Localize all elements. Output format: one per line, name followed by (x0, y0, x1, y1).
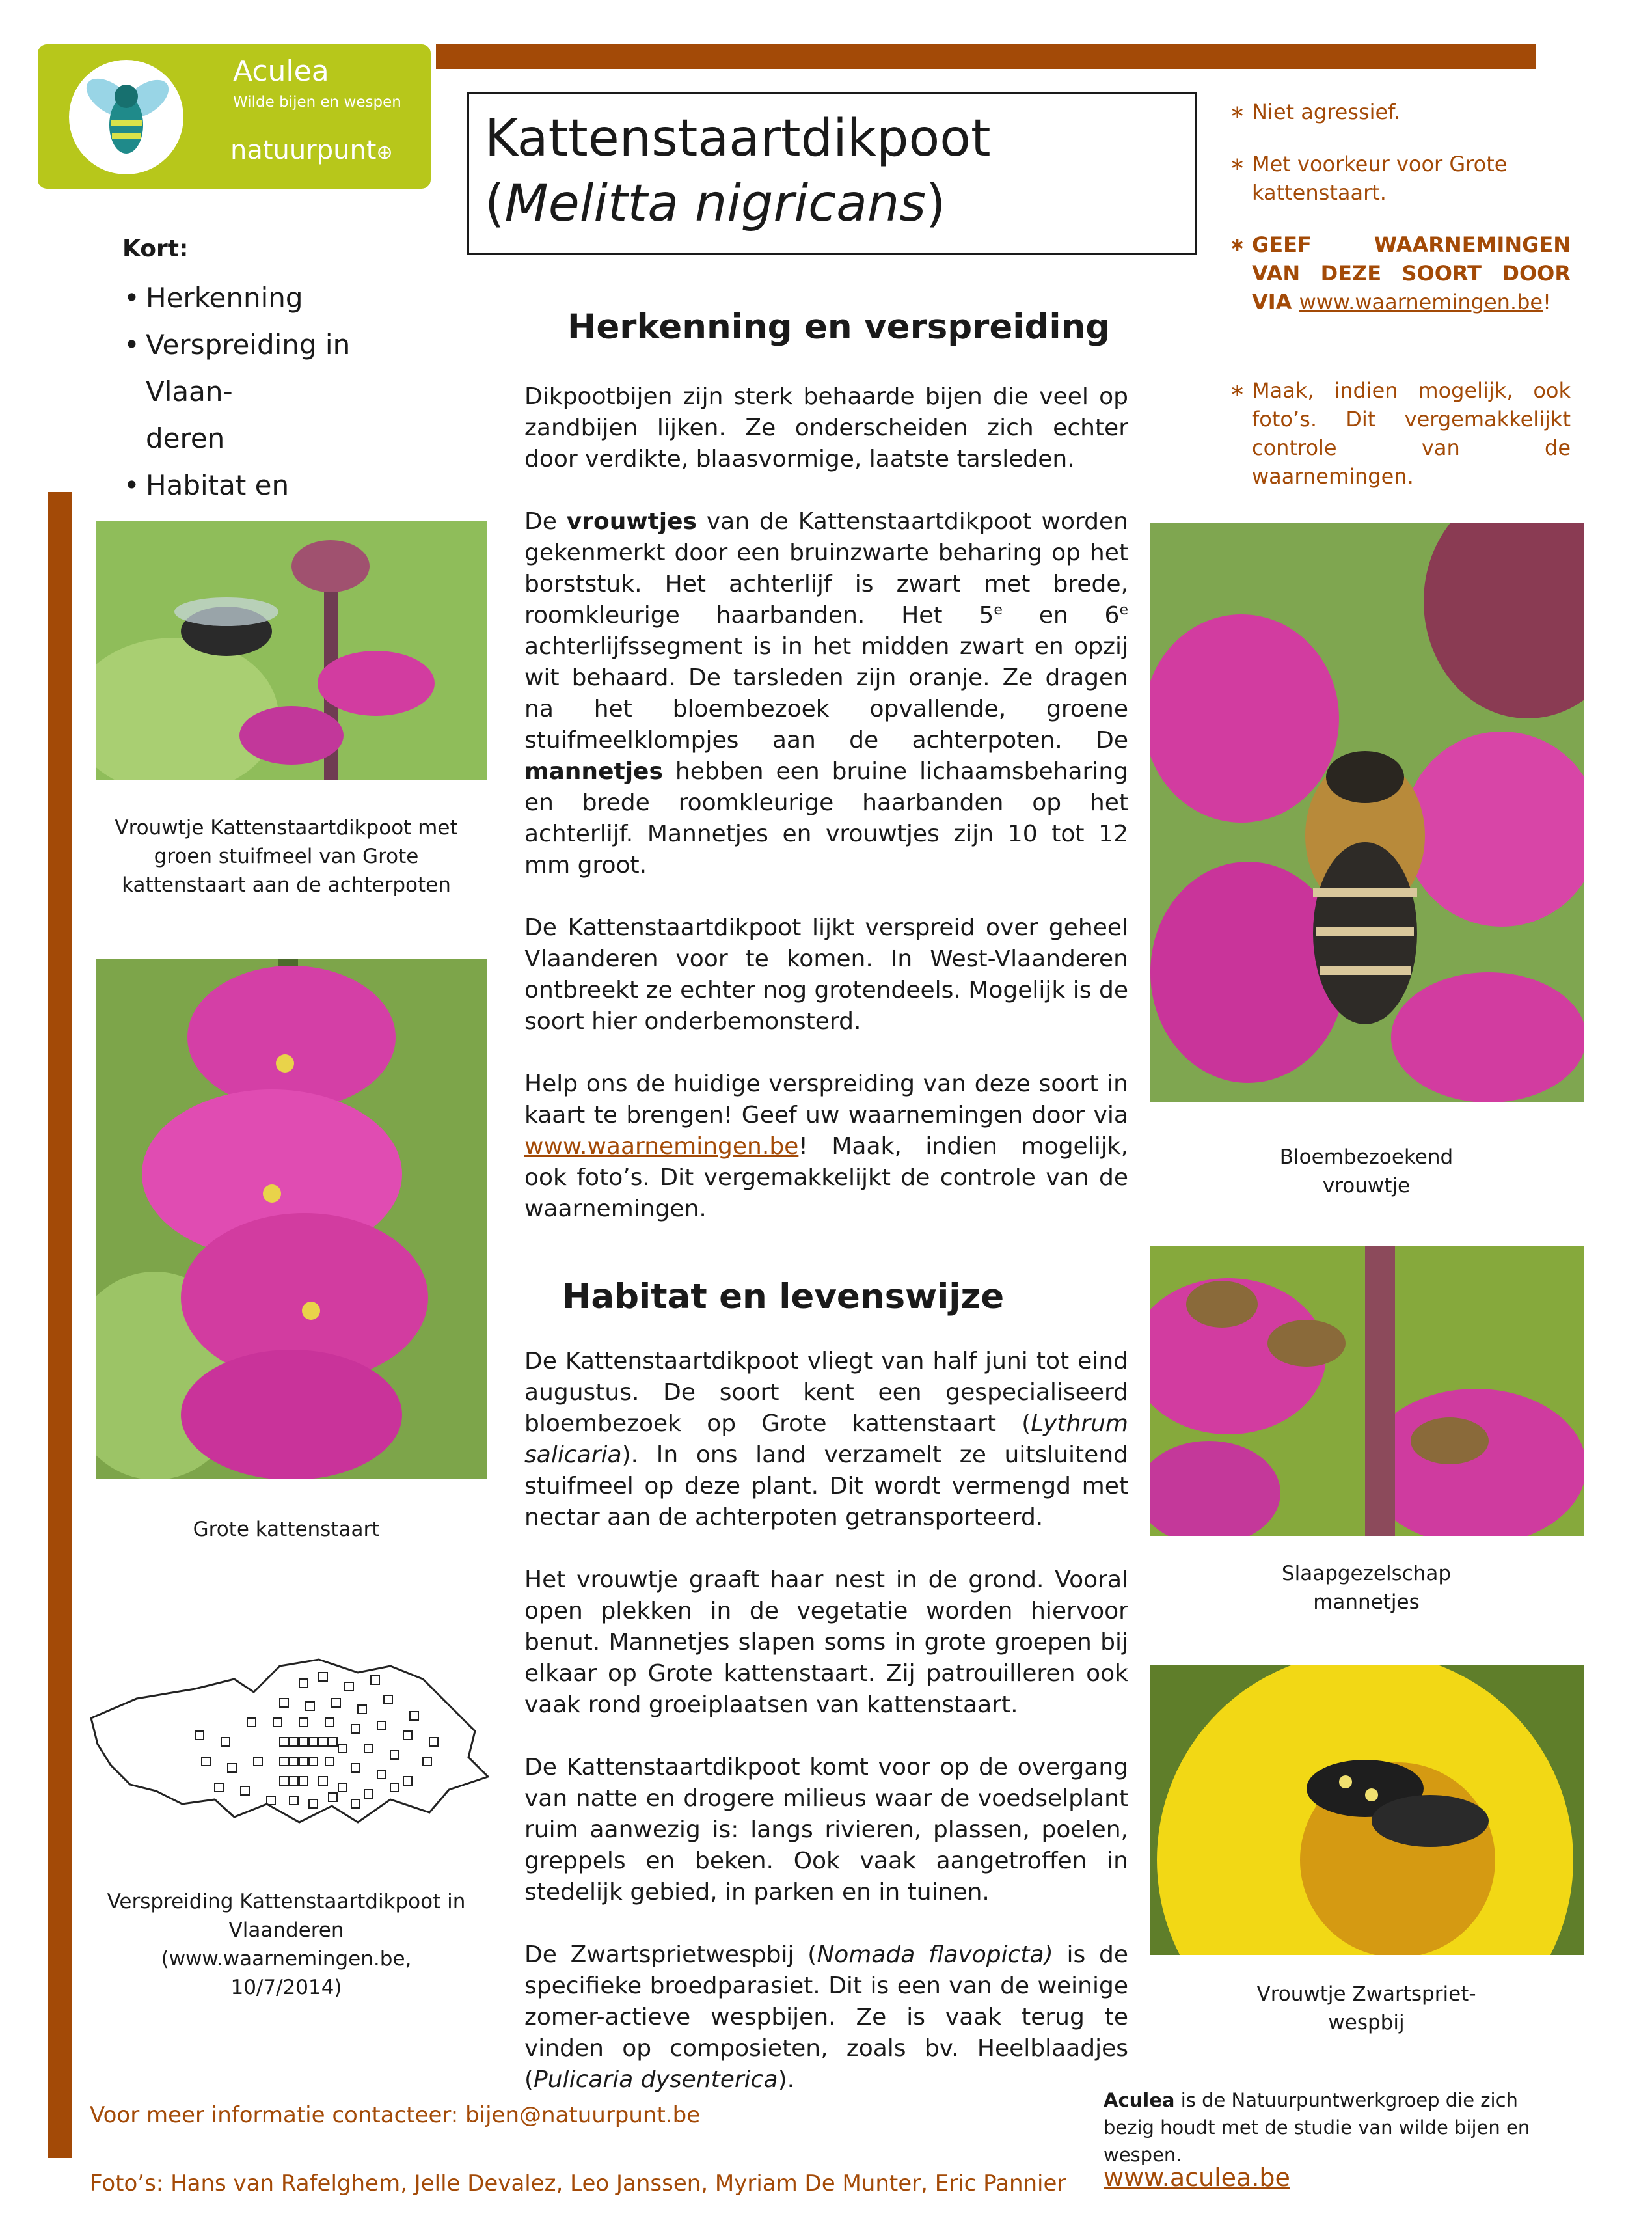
occurrence-square (390, 1783, 399, 1792)
occurrence-square (338, 1783, 347, 1792)
text-run: ). In ons land verzamelt ze uitsluitend stuifmeel op deze plant. Dit wordt vermengd met nectar aan de achterpoten getransporteerd. (524, 1442, 1128, 1531)
paragraph (524, 1346, 1128, 1533)
occurrence-square (290, 1757, 298, 1766)
note-photos (1230, 376, 1571, 491)
occurrence-square (390, 1751, 399, 1759)
kort-title: Kort: (122, 236, 189, 262)
occurrence-square (267, 1796, 275, 1805)
note-text: Niet agressief. (1252, 100, 1401, 124)
asterisk-icon: ∗ (1230, 101, 1245, 122)
latin-open-paren: ( (485, 174, 505, 233)
occurrence-square (329, 1793, 337, 1801)
occurrence-square (403, 1731, 412, 1740)
text-run: De (524, 508, 557, 535)
occurrence-square (221, 1738, 230, 1746)
text-run: achterlijfssegment is in het midden zwart en opzij wit behaard. De tarsleden zijn oranje. Ze dragen na het bloembezoek opvallende, groene stuifmeelklompjes aan de achterpoten. De (524, 633, 1128, 754)
occurrence-square (351, 1764, 360, 1772)
occurrence-square (410, 1712, 418, 1720)
latin-close-paren: ) (925, 174, 946, 233)
caption-bloembezoekend: Bloembezoekend vrouwtje (1279, 1145, 1454, 1197)
occurrence-square (332, 1699, 340, 1707)
heading-habitat: Habitat en levenswijze (562, 1277, 1005, 1317)
distribution-map (85, 1653, 501, 1835)
occurrence-square (247, 1718, 256, 1727)
caption-distribution: Verspreiding Kattenstaartdikpoot in Vlaanderen (www.waarnemingen.be, 10/7/2014) (107, 1890, 466, 1999)
occurrence-square (290, 1738, 298, 1746)
occurrence-square (319, 1738, 327, 1746)
occurrence-square (309, 1799, 318, 1808)
paragraph (524, 1069, 1128, 1225)
logo-title: Aculea (233, 55, 329, 88)
occurrence-square (290, 1777, 298, 1785)
aculea-logo (38, 44, 431, 189)
asterisk-icon: ∗ (1230, 234, 1245, 255)
species-common-name: Kattenstaartdikpoot (485, 109, 991, 168)
photo-female-bee-pollen (96, 521, 487, 780)
note-text-end: ! (1543, 290, 1551, 314)
occurrence-square (351, 1799, 360, 1808)
occurrence-square (309, 1738, 318, 1746)
occurrence-square (299, 1718, 308, 1727)
occurrence-square (371, 1676, 379, 1684)
waarnemingen-link[interactable]: www.waarnemingen.be (524, 1133, 799, 1160)
text-run: hebben een bruine lichaamsbeharing en brede roomkleurige haarbanden op het achterlijf. Mannetjes en vrouwtjes zijn 10 tot 12 mm groot. (524, 758, 1128, 879)
bee-logo-icon (69, 60, 183, 174)
bold-run: vrouwtjes (566, 508, 697, 535)
occurrence-square (377, 1721, 386, 1730)
waarnemingen-link[interactable]: www.waarnemingen.be (1299, 290, 1543, 314)
caption-grote-kattenstaart: Grote kattenstaart (193, 1518, 380, 1541)
kort-item-habitat: • Habitat en (124, 462, 436, 556)
occurrence-square (299, 1679, 308, 1688)
paragraph (524, 1939, 1128, 2096)
heading-herkenning: Herkenning en verspreiding (567, 307, 1111, 347)
italic-run: Lythrum salicaria (524, 1410, 1128, 1468)
occurrence-square (358, 1705, 366, 1714)
italic-run: Nomada flavopicta) (817, 1941, 1053, 1968)
occurrence-square (309, 1757, 318, 1766)
occurrence-square (403, 1777, 412, 1785)
italic-run: Pulicaria dysenterica (534, 2066, 778, 2093)
aculea-bold: Aculea (1104, 2089, 1175, 2111)
paragraph: De Kattenstaartdikpoot lijkt verspreid over geheel Vlaanderen voor te komen. In West-Vlaanderen ontbreekt ze echter nog grotendeels. Mogelijk is de soort hier onderbemonsterd. (524, 914, 1128, 1035)
occurrence-square (329, 1738, 337, 1746)
photo-grote-kattenstaart (96, 959, 487, 1479)
photo-slaapgezelschap (1150, 1246, 1584, 1536)
caption-zwartsprietwespbij: Vrouwtje Zwartspriet-wespbij (1256, 1982, 1476, 2034)
occurrence-square (429, 1738, 438, 1746)
side-notes (1230, 98, 1571, 514)
title-box (467, 92, 1197, 255)
occurrence-square (280, 1757, 288, 1766)
paragraph: Het vrouwtje graaft haar nest in de grond. Vooral open plekken in de vegetatie worden hiervoor benut. Mannetjes slapen soms in grote groepen bij elkaar op Grote kattenstaart. Zij patrouilleren ook vaak rond groeiplaatsen van kattenstaart. (524, 1566, 1128, 1718)
caption-slaapgezelschap: Slaapgezelschap mannetjes (1281, 1562, 1452, 1614)
note-preference (1230, 150, 1571, 207)
asterisk-icon: ∗ (1230, 153, 1245, 174)
note-report (1230, 230, 1571, 316)
superscript: e (1119, 602, 1129, 618)
kort-item-herkenning: • Herkenning (124, 275, 436, 321)
superscript: e (994, 602, 1003, 618)
natuurpunt-mark-icon: ⊕ (376, 141, 393, 164)
aculea-website-link[interactable]: www.aculea.be (1104, 2163, 1290, 2192)
occurrence-square (280, 1738, 288, 1746)
occurrence-square (273, 1718, 282, 1727)
occurrence-square (280, 1777, 288, 1785)
footer-contact: Voor meer informatie contacteer: bijen@natuurpunt.be (90, 2102, 701, 2128)
occurrence-square (254, 1757, 262, 1766)
occurrence-squares (195, 1673, 438, 1808)
text-run: ). (778, 2066, 795, 2093)
top-accent-bar (436, 44, 1536, 69)
occurrence-square (364, 1744, 373, 1753)
note-text: GEEF WAARNEMINGEN VAN DEZE SOORT DOOR VIA (1252, 232, 1571, 314)
occurrence-square (228, 1764, 236, 1772)
occurrence-square (377, 1770, 386, 1779)
footer-aculea-about (1104, 2086, 1572, 2168)
occurrence-square (319, 1673, 327, 1681)
occurrence-square (338, 1744, 347, 1753)
note-not-aggressive (1230, 98, 1571, 126)
occurrence-square (325, 1757, 334, 1766)
occurrence-square (319, 1777, 327, 1785)
text-run: De Kattenstaartdikpoot vliegt van half juni tot eind augustus. De soort kent een gespecialiseerd bloembezoek op Grote kattenstaart ( (524, 1348, 1128, 1437)
occurrence-square (351, 1725, 360, 1733)
footer-photo-credits: Foto’s: Hans van Rafelghem, Jelle Devalez, Leo Janssen, Myriam De Munter, Eric Pannier (90, 2170, 1066, 2196)
note-text: Maak, indien mogelijk, ook foto’s. Dit vergemakkelijkt controle van de waarnemingen. (1252, 378, 1571, 489)
occurrence-square (345, 1682, 353, 1691)
text-run: Help ons de huidige verspreiding van deze soort in kaart te brengen! Geef uw waarnemingen door via (524, 1071, 1128, 1128)
side-accent-bar (48, 492, 72, 2158)
bold-run: mannetjes (524, 758, 663, 785)
occurrence-square (299, 1757, 308, 1766)
occurrence-square (195, 1731, 204, 1740)
occurrence-square (423, 1757, 431, 1766)
text-run: De Zwartsprietwespbij ( (524, 1941, 817, 1968)
occurrence-square (290, 1796, 298, 1805)
photo-bloembezoekend-vrouwtje (1150, 523, 1584, 1102)
kort-item-verspreiding: • Verspreiding in Vlaan- (124, 321, 436, 415)
occurrence-square (299, 1777, 308, 1785)
kort-list (124, 275, 436, 556)
occurrence-square (280, 1699, 288, 1707)
text-run: is de specifieke broedparasiet. Dit is een van de weinige zomer-actieve wespbijen. Ze is vaak terug te vinden op composieten, zoals bv. Heelblaadjes ( (524, 1941, 1128, 2093)
text-run: ! Maak, indien mogelijk, ook foto’s. Dit vergemakkelijkt de controle van de waarnemingen. (524, 1133, 1128, 1222)
asterisk-icon: ∗ (1230, 379, 1245, 401)
occurrence-square (202, 1757, 210, 1766)
paragraph: De Kattenstaartdikpoot komt voor op de overgang van natte en drogere milieus waar de voedselplant ruim aanwezig is: langs rivieren, plassen, poelen, greppels en beken. Ook vaak aangetroffen in stedelijk gebied, in parken en in tuinen. (524, 1754, 1128, 1906)
occurrence-square (299, 1738, 308, 1746)
aculea-text: is de Natuurpuntwerkgroep die zich bezig houdt met de studie van wilde bijen en wespen. (1104, 2089, 1530, 2166)
occurrence-square (325, 1718, 334, 1727)
kort-item-verspreiding-cont: deren (146, 422, 225, 454)
occurrence-square (306, 1702, 314, 1710)
paragraph (524, 506, 1128, 881)
text-run: van de Kattenstaartdikpoot worden gekenmerkt door een bruinzwarte beharing op het borststuk. Het achterlijf is zwart met brede, roomkleurige haarbanden. Het 5 (524, 508, 1128, 629)
occurrence-square (364, 1790, 373, 1798)
main-text-column (524, 381, 1128, 2127)
text-run: en 6 (1038, 602, 1120, 629)
latin-name-text: Melitta nigricans (504, 174, 926, 233)
logo-org-text: natuurpunt (230, 135, 377, 165)
logo-tagline: Wilde bijen en wespen (233, 94, 401, 111)
occurrence-square (215, 1783, 223, 1792)
note-text: Met voorkeur voor Grote kattenstaart. (1252, 152, 1508, 205)
species-latin-name (485, 172, 945, 235)
paragraph: Dikpootbijen zijn sterk behaarde bijen die veel op zandbijen lijken. Ze onderscheiden zich echter door verdikte, blaasvormige, laatste tarsleden. (524, 383, 1128, 472)
occurrence-square (384, 1695, 392, 1704)
occurrence-square (241, 1786, 249, 1795)
caption-female-bee: Vrouwtje Kattenstaartdikpoot met groen stuifmeel van Grote kattenstaart aan de achterpoten (115, 816, 458, 897)
logo-org (230, 135, 393, 165)
photo-zwartsprietwespbij (1150, 1665, 1584, 1955)
